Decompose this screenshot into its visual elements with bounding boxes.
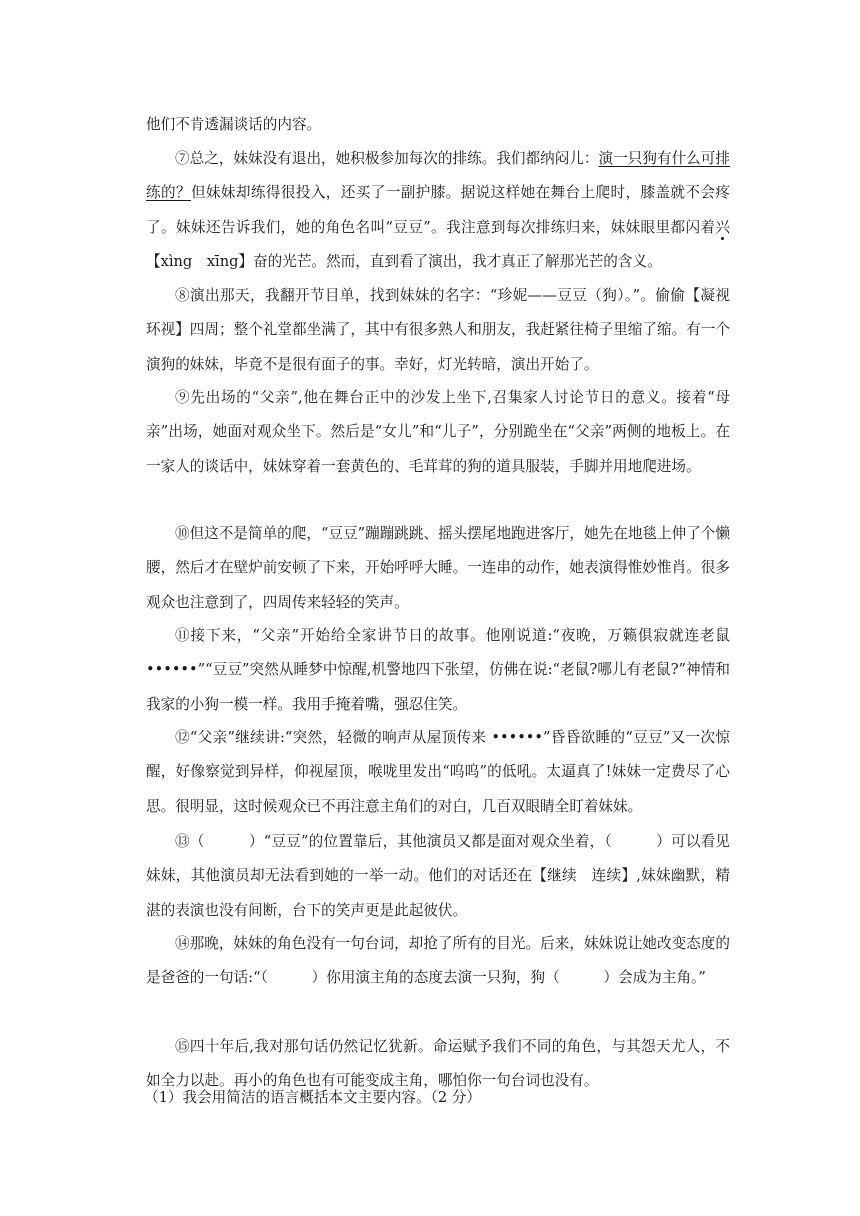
paragraph-text: ⑨先出场的“父亲”,他在舞台正中的沙发上坐下,召集家人讨论节日的意义。接着“母亲”出场，她面对观众坐下。然后是“女儿”和“儿子”，分别跪坐在“父亲”两侧的地板上。在一家人的谈话中，妹妹穿着一套黄色的、毛茸茸的狗的道具服装，手脚并用地爬进场。	[146, 389, 730, 475]
question-text: （1）我会用简洁的语言概括本文主要内容。（2 分）	[144, 1089, 481, 1106]
paragraph-text: ⑫“父亲”继续讲:“突然，轻微的响声从屋顶传来 ••••••”昏昏欲睡的“豆豆”又一次惊醒，好像察觉到异样，仰视屋顶，喉咙里发出“呜呜”的低吼。太逼真了!妹妹一定费尽了心思。很明显，这时候观众已不再注意主角们的对白，几百双眼睛全盯着妹妹。	[146, 729, 730, 815]
paragraph-10	[146, 517, 730, 620]
paragraph-8	[146, 279, 745, 382]
paragraph-text: ⑮四十年后,我对那句话仍然记忆犹新。命运赋予我们不同的角色，与其怨天尤人，不如全力以赴。再小的角色也有可能变成主角，哪怕你一句台词也没有。	[146, 1038, 730, 1090]
paragraph-13	[146, 825, 730, 928]
paragraph-12	[146, 721, 730, 824]
paragraph-text: 【xìng xīng】奋的光芒。然而，直到看了演出，我才真正了解那光芒的含义。	[146, 252, 662, 270]
paragraph-text: ⑧演出那天，我翻开节目单，找到妹妹的名字：“珍妮——豆豆（狗）。”。偷偷【凝视 环视】四周；整个礼堂都坐满了，其中有很多熟人和朋友，我赶紧往椅子里缩了缩。有一个演狗的妹妹，毕竟不是很有面子的事。幸好，灯光转暗，演出开始了。	[146, 287, 745, 373]
paragraph-text: ⑬（ ）“豆豆”的位置靠后，其他演员又都是面对观众坐着，（ ）可以看见妹妹，其他演员却无法看到她的一举一动。他们的对话还在【继续 连续】,妹妹幽默，精湛的表演也没有间断，台下的笑声更是此起彼伏。	[146, 833, 730, 919]
paragraph-text: ⑩但这不是简单的爬，“豆豆”蹦蹦跳跳、摇头摆尾地跑进客厅，她先在地毯上伸了个懒腰，然后才在壁炉前安顿了下来，开始呼呼大睡。一连串的动作，她表演得惟妙惟肖。很多观众也注意到了，四周传来轻轻的笑声。	[146, 525, 730, 611]
paragraph-text: ⑦总之，妹妹没有退出，她积极参加每次的排练。我们都纳闷儿：	[175, 150, 599, 167]
paragraph-9	[146, 381, 730, 484]
underlined-sentence: 演一只狗有什么可排练的？	[146, 150, 730, 202]
paragraph-text: ⑭那晚，妹妹的角色没有一句台词，却抢了所有的目光。后来，妹妹说让她改变态度的是爸爸的一句话:“（ ）你用演主角的态度去演一只狗，狗（ ）会成为主角。”	[146, 935, 730, 987]
paragraph-text: 他们不肯透漏谈话的内容。	[146, 116, 322, 133]
question-1	[144, 1081, 730, 1115]
paragraph-text: 但妹妹却练得很投入，还买了一副护膝。据说这样她在舞台上爬时，膝盖就不会疼了。妹妹还告诉我们，她的角色名叫“豆豆”。我注意到每次排练归来，妹妹眼里都闪着	[146, 184, 730, 236]
paragraph-6-end	[146, 108, 730, 142]
dotted-character: 兴	[715, 218, 730, 236]
paragraph-7	[146, 142, 730, 279]
paragraph-text: ⑪接下来，“父亲”开始给全家讲节日的故事。他刚说道:“夜晚，万籁俱寂就连老鼠 ••••••”“豆豆”突然从睡梦中惊醒,机警地四下张望，仿佛在说:“老鼠?哪儿有老鼠?”神情和我家的小狗一模一样。我用手掩着嘴，强忍住笑。	[146, 627, 730, 713]
paragraph-11	[146, 619, 730, 722]
paragraph-14	[146, 927, 730, 996]
